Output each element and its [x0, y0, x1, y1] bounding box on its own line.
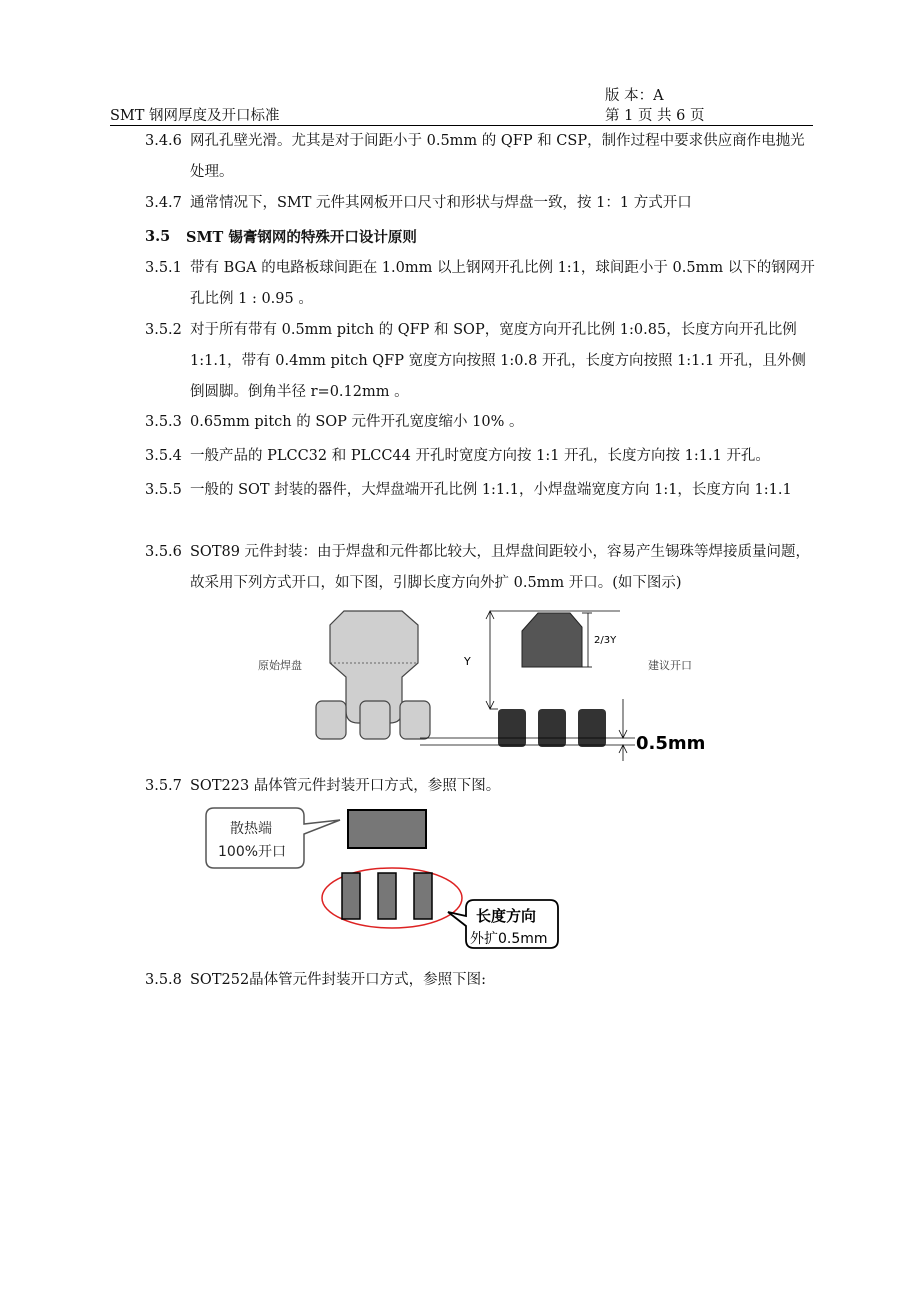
- item-number: 3.5.1: [145, 260, 182, 276]
- lead-pad: [414, 873, 432, 919]
- item-number: 3.5.3: [145, 414, 182, 430]
- item-text: 带有 BGA 的电路板球间距在 1.0mm 以上钢网开孔比例 1:1，球间距小于 0.5mm 以下的钢网开孔比例 1 : 0.95 。: [190, 260, 815, 307]
- item-text: 网孔孔壁光滑。尤其是对于间距小于 0.5mm 的 QFP 和 CSP，制作过程中要求供应商作电抛光处理。: [190, 133, 805, 180]
- section-number: 3.5: [145, 228, 171, 245]
- doc-title: SMT 钢网厚度及开口标准: [110, 108, 280, 124]
- y-dimension-label: Y: [464, 655, 471, 668]
- sot89-figure: [240, 603, 710, 763]
- item-text: 一般的 SOT 封装的器件，大焊盘端开孔比例 1:1.1，小焊盘端宽度方向 1:1，长度方向 1:1.1: [190, 482, 792, 498]
- item-number: 3.5.5: [145, 482, 182, 498]
- section-title: SMT 锡膏钢网的特殊开口设计原则: [186, 229, 417, 246]
- item-text: SOT252晶体管元件封装开口方式，参照下图:: [190, 972, 487, 988]
- recommended-opening-drawing: [498, 613, 606, 747]
- item-text: 0.65mm pitch 的 SOP 元件开孔宽度缩小 10% 。: [190, 414, 524, 430]
- callout1-line2: 100%开口: [218, 844, 287, 860]
- callout1-line1: 散热端: [230, 821, 272, 837]
- item-number: 3.5.4: [145, 448, 182, 464]
- item-number: 3.5.2: [145, 322, 182, 338]
- sot223-figure: [200, 800, 580, 950]
- version-label: 版 本：A: [605, 88, 664, 104]
- callout2-line2: 外扩0.5mm: [470, 931, 548, 947]
- item-text: SOT89 元件封装：由于焊盘和元件都比较大，且焊盘间距较小，容易产生锡珠等焊接质量问题，故采用下列方式开口，如下图，引脚长度方向外扩 0.5mm 开口。(如下图示): [190, 544, 811, 591]
- item-number: 3.5.7: [145, 778, 182, 794]
- item-text: SOT223 晶体管元件封装开口方式，参照下图。: [190, 778, 501, 794]
- original-pad-drawing: [316, 611, 430, 739]
- lead-pad: [342, 873, 360, 919]
- item-number: 3.5.6: [145, 544, 182, 560]
- heat-sink-pad: [348, 810, 426, 848]
- original-pad-label: 原始焊盘: [258, 659, 302, 672]
- item-number: 3.5.8: [145, 972, 182, 988]
- item-text: 对于所有带有 0.5mm pitch 的 QFP 和 SOP，宽度方向开孔比例 1:0.85，长度方向开孔比例 1:1.1，带有 0.4mm pitch QFP 宽度方向按照 1:0.8 开孔，长度方向按照 1:1.1 开孔，且外侧倒圆脚。倒角半径 r=0.12mm 。: [190, 322, 806, 400]
- item-number: 3.4.6: [145, 133, 182, 149]
- offset-label: 0.5mm: [636, 733, 706, 754]
- page-info: 第 1 页 共 6 页: [605, 108, 705, 124]
- lead-pad: [378, 873, 396, 919]
- item-text: 通常情况下，SMT 元件其网板开口尺寸和形状与焊盘一致，按 1：1 方式开口: [190, 195, 692, 211]
- item-text: 一般产品的 PLCC32 和 PLCC44 开孔时宽度方向按 1:1 开孔，长度方向按 1:1.1 开孔。: [190, 448, 770, 464]
- callout2-line1: 长度方向: [476, 907, 537, 925]
- fraction-label: 2/3Y: [594, 635, 617, 646]
- item-number: 3.4.7: [145, 195, 182, 211]
- recommended-label: 建议开口: [648, 659, 692, 672]
